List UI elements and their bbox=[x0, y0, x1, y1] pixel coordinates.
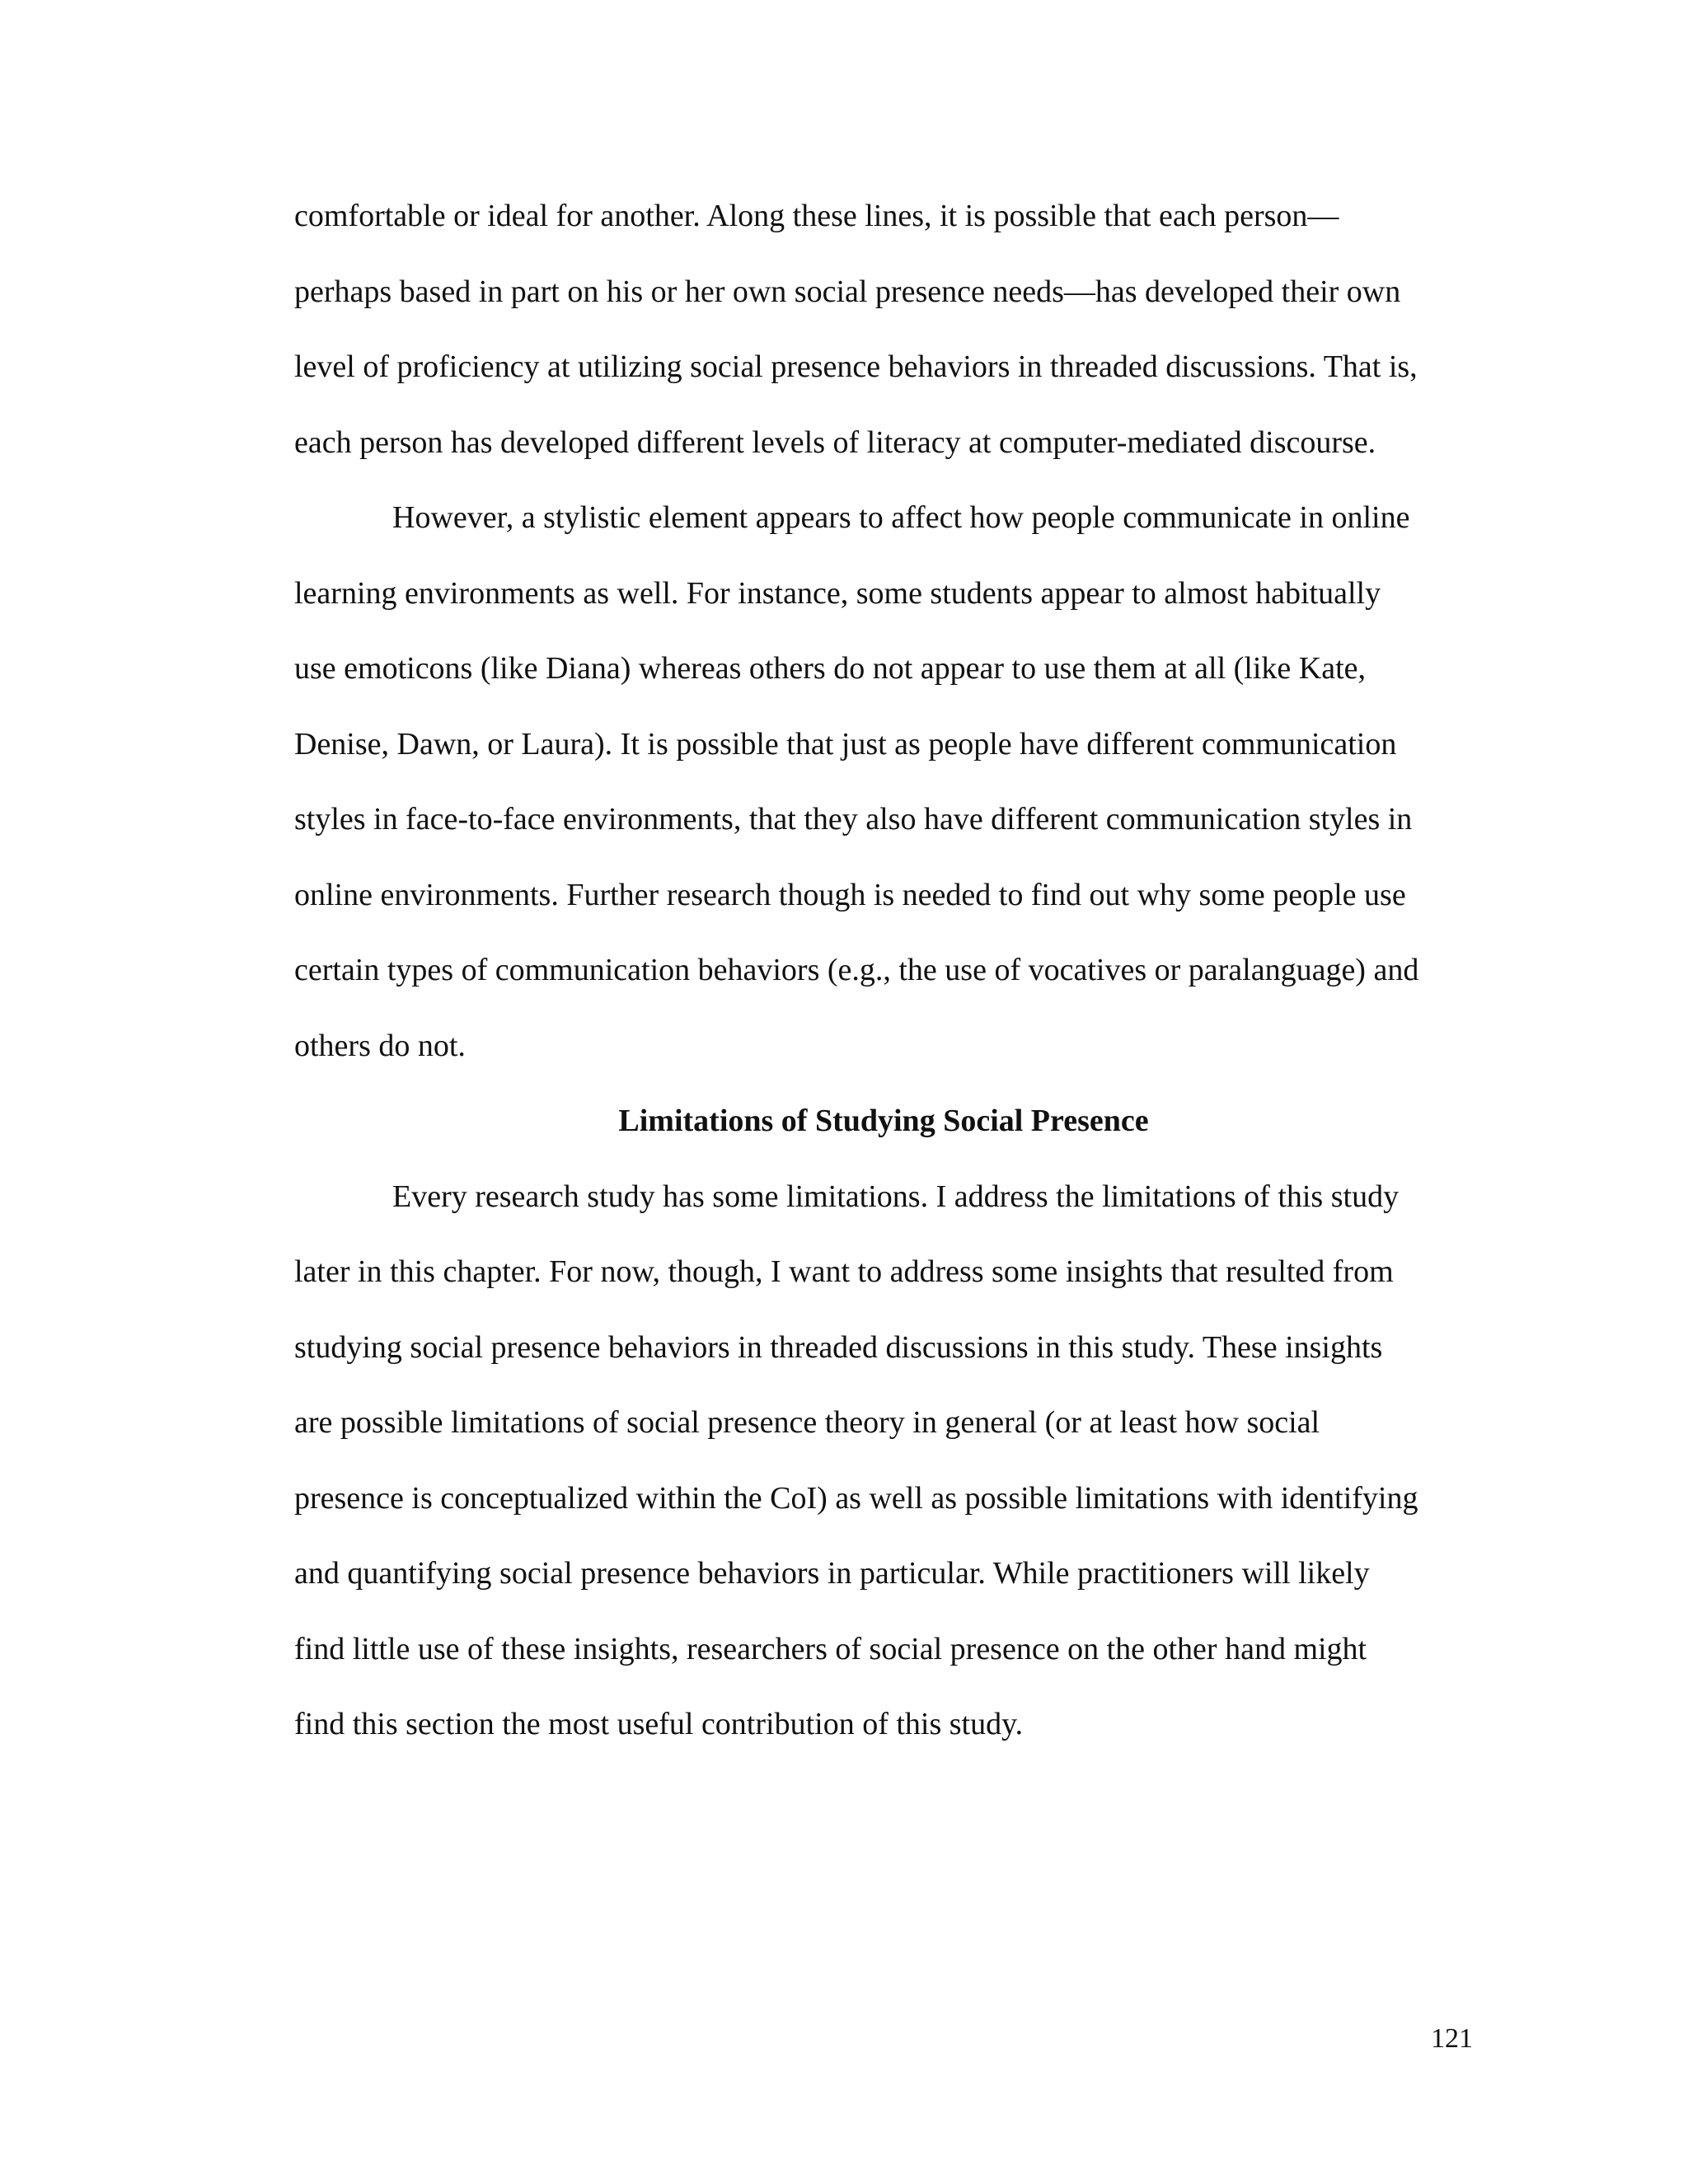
paragraph-line: Denise, Dawn, or Laura). It is possible that just as people have different communication bbox=[294, 726, 1397, 762]
paragraph-line: are possible limitations of social presence theory in general (or at least how social bbox=[294, 1405, 1320, 1440]
paragraph-line: online environments. Further research though is needed to find out why some people use bbox=[294, 877, 1406, 912]
paragraph-1 bbox=[294, 186, 1473, 488]
paragraph-line: each person has developed different levels of literacy at computer-mediated discourse. bbox=[294, 424, 1376, 460]
paragraph-line: level of proficiency at utilizing social presence behaviors in threaded discussions. That is, bbox=[294, 349, 1418, 384]
paragraph-3 bbox=[294, 1167, 1473, 1770]
paragraph-line: presence is conceptualized within the CoI) as well as possible limitations with identifying bbox=[294, 1480, 1418, 1516]
paragraph-line: perhaps based in part on his or her own social presence needs—has developed their own bbox=[294, 274, 1401, 309]
paragraph-2 bbox=[294, 488, 1473, 1091]
section-heading: Limitations of Studying Social Presence bbox=[618, 1104, 1149, 1138]
paragraph-line: certain types of communication behaviors (e.g., the use of vocatives or paralanguage) and bbox=[294, 953, 1419, 987]
paragraph-line: later in this chapter. For now, though, I want to address some insights that resulted from bbox=[294, 1254, 1394, 1289]
page-number: 121 bbox=[1431, 2023, 1473, 2054]
paragraph-line: However, a stylistic element appears to affect how people communicate in online bbox=[392, 500, 1410, 535]
paragraph-line: use emoticons (like Diana) whereas others do not appear to use them at all (like Kate, bbox=[294, 651, 1366, 686]
paragraph-line: studying social presence behaviors in threaded discussions in this study. These insights bbox=[294, 1329, 1383, 1365]
paragraph-line: learning environments as well. For instance, some students appear to almost habitually bbox=[294, 575, 1381, 611]
paragraph-line: styles in face-to-face environments, that they also have different communication styles in bbox=[294, 802, 1413, 837]
paragraph-line: find little use of these insights, researchers of social presence on the other hand might bbox=[294, 1631, 1367, 1666]
paragraph-line: Every research study has some limitations. I address the limitations of this study bbox=[392, 1179, 1400, 1214]
body-text bbox=[294, 186, 1473, 1770]
paragraph-line: find this section the most useful contribution of this study. bbox=[294, 1707, 1024, 1741]
paragraph-line: others do not. bbox=[294, 1028, 466, 1063]
paragraph-line: comfortable or ideal for another. Along these lines, it is possible that each person— bbox=[294, 199, 1339, 233]
paragraph-line: and quantifying social presence behaviors in particular. While practitioners will likely bbox=[294, 1556, 1370, 1591]
